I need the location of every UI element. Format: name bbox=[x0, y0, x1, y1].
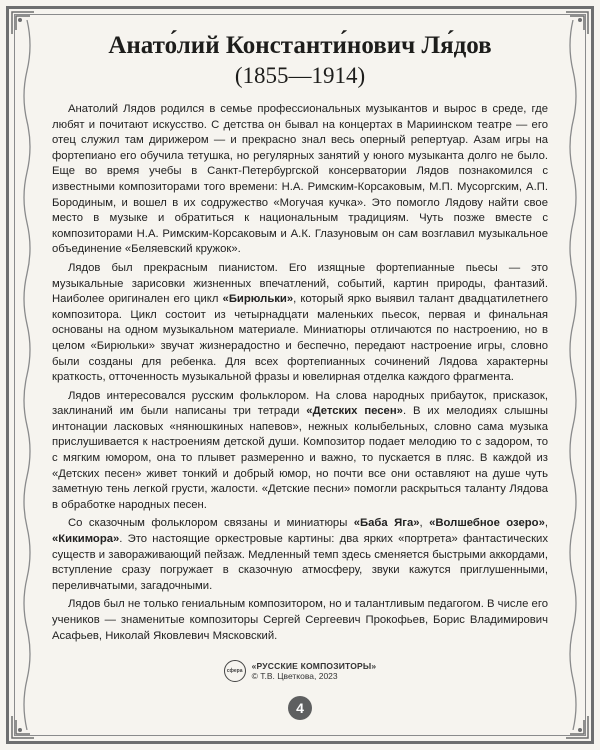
publisher-logo-text: сфера bbox=[226, 668, 243, 674]
bold-title-text: «Детских песен» bbox=[306, 405, 403, 418]
corner-ornament-bottom-right bbox=[564, 714, 590, 740]
corner-ornament-bottom-left bbox=[10, 714, 36, 740]
paragraph-text: Лядов интересовался русским фольклором. На слова народных прибауток, присказок, заклинаний им были написаны три тетради bbox=[52, 389, 548, 418]
paragraph-text: . В их мелодиях слышны интонации ласковых «нянюшкиных напевов», нежных колыбельных, словно сама музыка прислушивается к настроениям детской души. Композитор подает мелодию то с задором, то с мягким юмором, она то плывет размеренно и важно, то пускается в пляс. В каждой из «Детских песен» живет тонкий и добрый юмор, но почти все они оставляют на душе чуть заметную тень легкой грусти, жалости. «Детские песни» помогли раскрыться таланту Лядова в обработке народных песен. bbox=[52, 405, 548, 511]
paragraph-text: , который ярко выявил талант двадцатилетнего композитора. Цикл состоит из четырнадцати маленьких пьесок, первая и финальная основаны на одном музыкальном материале. Миниатюры отличаются по настроению, но в целом «Бирюльки» звучат жизнерадостно и беспечно, передают настроение игры, словно были созданы для ребенка. Для всех фортепианных сочинений Лядова характерны краткость, отточенность музыкальной фразы и ювелирная отделка каждого фрагмента. bbox=[52, 293, 548, 384]
page-number-badge: 4 bbox=[288, 696, 312, 720]
publisher-logo-icon bbox=[224, 660, 246, 682]
copyright-line: © Т.В. Цветкова, 2023 bbox=[251, 671, 338, 681]
page-title: Анато́лий Константи́нович Ля́дов bbox=[108, 32, 492, 59]
paragraph-text: Лядов был прекрасным пианистом. Его изящные фортепианные пьесы — это музыкальные зарисовки жизненных впечатлений, событий, картин природы, фантазий. Наиболее оригинален его цикл bbox=[52, 261, 548, 306]
paragraph bbox=[52, 597, 548, 644]
corner-ornament-top-right bbox=[564, 10, 590, 36]
bold-title-text: «Баба Яга» bbox=[353, 517, 420, 530]
footer-text-block bbox=[252, 661, 377, 681]
bold-title-text: «Кикимора» bbox=[52, 533, 120, 546]
paragraph bbox=[52, 261, 548, 386]
paragraph bbox=[52, 389, 548, 514]
corner-ornament-top-left bbox=[10, 10, 36, 36]
paragraph-text: Анатолий Лядов родился в семье профессиональных музыкантов и вырос в среде, где любят и почитают искусство. С детства он бывал на концертах в Мариинском театре — его отец служил там дирижером — и прекрасно знал весь оперный репертуар. Азам игры на фортепиано его обучила тетушка, но регулярных занятий у юного музыканта долго не было. Еще во время учебы в Санкт-Петербургской консерватории Лядов познакомился с известными композиторами того времени: Н.А. Римским-Корсаковым, М.П. Мусоргским, А.П. Бородиным, и вошел в их содружество «Могучая кучка». Это помогло Лядову найти свое место в музыке и обратиться к национальным традициям. Чуть позже вместе с композиторами Н.А. Римским-Корсаковым и А.К. Глазуновым он сам возглавил музыкальное объединение «Беляевский кружок». bbox=[52, 103, 548, 256]
paragraph-text: , bbox=[544, 517, 548, 530]
paragraph-text: . Это настоящие оркестровые картины: два ярких «портрета» фантастических существ и завораживающий пейзаж. Медленный темп здесь сменяется быстрыми аккордами, вступление сразу погружает в сказочную атмосферу, звуки кажутся приглушенными, переливчатыми, загадочными. bbox=[52, 533, 548, 592]
series-name: «РУССКИЕ КОМПОЗИТОРЫ» bbox=[251, 661, 377, 671]
paragraph-text: , bbox=[419, 517, 430, 530]
publisher-footer bbox=[0, 660, 600, 682]
right-vine-ornament bbox=[566, 20, 580, 730]
paragraph-text: Лядов был не только гениальным композитором, но и талантливым педагогом. В числе его учеников — знаменитые композиторы Сергей Сергеевич Прокофьев, Борис Владимирович Асафьев, Николай Яковлевич Мясковский. bbox=[52, 598, 548, 642]
paragraph bbox=[52, 102, 548, 258]
left-vine-ornament bbox=[20, 20, 34, 730]
paragraph bbox=[52, 516, 548, 594]
bold-title-text: «Бирюльки» bbox=[222, 293, 294, 306]
bold-title-text: «Волшебное озеро» bbox=[429, 517, 545, 530]
paragraph-text: Со сказочным фольклором связаны и миниатюры bbox=[68, 517, 354, 530]
article-body bbox=[52, 102, 548, 647]
life-years: (1855—1914) bbox=[234, 63, 366, 88]
